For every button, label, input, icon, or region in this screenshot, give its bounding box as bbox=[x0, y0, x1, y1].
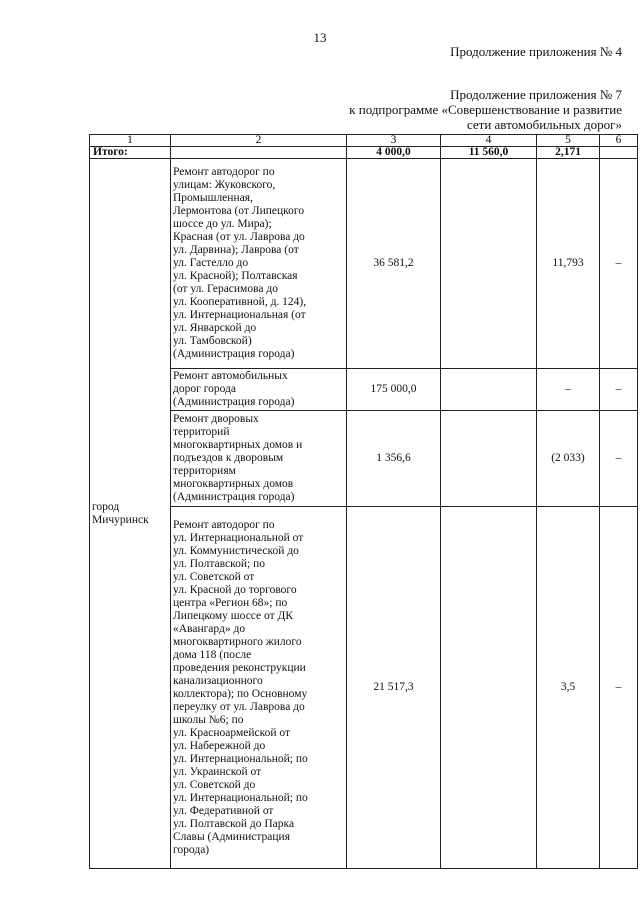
description-line: Липецкому шоссе от ДК bbox=[173, 609, 294, 622]
description-line: ул. Интернациональной от bbox=[173, 531, 304, 544]
description-line: ул. Гастелло до bbox=[173, 257, 249, 269]
total-col4: 11 560,0 bbox=[441, 147, 537, 159]
description-line: ул. Красной); Полтавская bbox=[173, 270, 298, 282]
description-line: территориям bbox=[173, 465, 236, 477]
description-line: переулку от ул. Лаврова до bbox=[173, 700, 305, 713]
description-line: Промышленная, bbox=[173, 192, 253, 204]
col5-cell: – bbox=[537, 369, 600, 411]
col6-cell: – bbox=[600, 159, 638, 369]
city-line: Мичуринск bbox=[92, 513, 149, 526]
description-line: ул. Январской до bbox=[173, 322, 257, 334]
col4-cell bbox=[441, 507, 537, 869]
description-line: ул. Интернациональной; по bbox=[173, 791, 308, 804]
appendix-7-line-3: сети автомобильных дорог» bbox=[466, 117, 622, 132]
description-line: центра «Регион 68»; по bbox=[173, 596, 288, 609]
description-line: (Администрация города) bbox=[173, 348, 295, 360]
description-line: школы №6; по bbox=[173, 713, 244, 726]
amount-cell: 21 517,3 bbox=[347, 507, 441, 869]
city-cell bbox=[90, 159, 171, 869]
description-line: Ремонт дворовых bbox=[173, 413, 259, 425]
description-line: ул. Советской от bbox=[173, 570, 255, 583]
description-line: ул. Коммунистической до bbox=[173, 544, 299, 557]
program-table bbox=[89, 134, 638, 869]
col6-cell: – bbox=[600, 369, 638, 411]
table-row bbox=[90, 369, 638, 411]
description-line: города) bbox=[173, 843, 210, 856]
amount-cell: 36 581,2 bbox=[347, 159, 441, 369]
total-col6 bbox=[600, 147, 638, 159]
description-line: территорий bbox=[173, 426, 230, 438]
description-line: ул. Интернациональной; по bbox=[173, 752, 308, 765]
description-line: подъездов к дворовым bbox=[173, 452, 284, 464]
description-line: проведения реконструкции bbox=[173, 661, 306, 674]
description-cell bbox=[171, 411, 347, 507]
description-line: ул. Красноармейской от bbox=[173, 726, 290, 739]
appendix-continuation-4: Продолжение приложения № 4 bbox=[450, 44, 622, 59]
description-line: Ремонт автомобильных bbox=[173, 370, 288, 382]
column-number: 4 bbox=[441, 135, 537, 147]
appendix-7-line-1: Продолжение приложения № 7 bbox=[450, 87, 622, 102]
col4-cell bbox=[441, 369, 537, 411]
description-line: ул. Красной до торгового bbox=[173, 583, 297, 596]
total-row bbox=[90, 147, 638, 159]
description-line: ул. Советской до bbox=[173, 778, 256, 791]
description-line: ул. Кооперативной, д. 124), bbox=[173, 296, 307, 308]
description-line: коллектора); по Основному bbox=[173, 687, 308, 700]
description-line: канализационного bbox=[173, 674, 263, 687]
total-col3: 4 000,0 bbox=[347, 147, 441, 159]
amount-cell: 1 356,6 bbox=[347, 411, 441, 507]
description-line: Лермонтова (от Липецкого bbox=[173, 205, 305, 217]
table-row bbox=[90, 411, 638, 507]
city-line: город bbox=[92, 500, 120, 513]
description-line: многоквартирного жилого bbox=[173, 635, 302, 648]
description-line: ул. Набережной до bbox=[173, 739, 266, 752]
description-line: ул. Тамбовской) bbox=[173, 335, 252, 347]
table-row bbox=[90, 159, 638, 369]
description-line: многоквартирных домов bbox=[173, 478, 294, 490]
description-line: дома 118 (после bbox=[173, 648, 252, 661]
table-row bbox=[90, 507, 638, 869]
page-number: 13 bbox=[313, 30, 327, 45]
description-line: ул. Дарвина); Лаврова (от bbox=[173, 244, 299, 256]
description-line: ул. Полтавской; по bbox=[173, 557, 265, 570]
description-line: (от ул. Герасимова до bbox=[173, 283, 278, 295]
col5-cell: (2 033) bbox=[537, 411, 600, 507]
total-description bbox=[171, 147, 347, 159]
description-line: (Администрация города) bbox=[173, 396, 295, 408]
description-cell bbox=[171, 507, 347, 869]
description-cell bbox=[171, 369, 347, 411]
col5-cell: 11,793 bbox=[537, 159, 600, 369]
col6-cell: – bbox=[600, 507, 638, 869]
column-number: 5 bbox=[537, 135, 600, 147]
column-number: 1 bbox=[90, 135, 171, 147]
column-number: 2 bbox=[171, 135, 347, 147]
appendix-7-line-2: к подпрограмме «Совершенствование и развитие bbox=[349, 102, 622, 117]
description-line: ул. Интернациональная (от bbox=[173, 309, 306, 321]
description-line: (Администрация города) bbox=[173, 491, 295, 503]
column-number-row bbox=[90, 135, 638, 147]
description-line: Ремонт автодорог по bbox=[173, 166, 275, 178]
column-number: 3 bbox=[347, 135, 441, 147]
col5-cell: 3,5 bbox=[537, 507, 600, 869]
description-line: дорог города bbox=[173, 383, 236, 395]
description-line: ул. Полтавской до Парка bbox=[173, 817, 295, 830]
description-line: ул. Украинской от bbox=[173, 765, 262, 778]
description-line: улицам: Жуковского, bbox=[173, 179, 276, 191]
total-label: Итого: bbox=[90, 147, 171, 159]
amount-cell: 175 000,0 bbox=[347, 369, 441, 411]
description-line: ул. Федеративной от bbox=[173, 804, 274, 817]
description-line: Ремонт автодорог по bbox=[173, 518, 275, 531]
col4-cell bbox=[441, 159, 537, 369]
description-line: многоквартирных домов и bbox=[173, 439, 303, 451]
col4-cell bbox=[441, 411, 537, 507]
description-cell bbox=[171, 159, 347, 369]
description-line: шоссе до ул. Мира); bbox=[173, 218, 272, 230]
description-line: Красная (от ул. Лаврова до bbox=[173, 231, 305, 243]
description-line: «Авангард» до bbox=[173, 622, 246, 635]
col6-cell: – bbox=[600, 411, 638, 507]
column-number: 6 bbox=[600, 135, 638, 147]
appendix-continuation-7 bbox=[349, 87, 622, 132]
total-col5: 2,171 bbox=[537, 147, 600, 159]
description-line: Славы (Администрация bbox=[173, 830, 290, 843]
